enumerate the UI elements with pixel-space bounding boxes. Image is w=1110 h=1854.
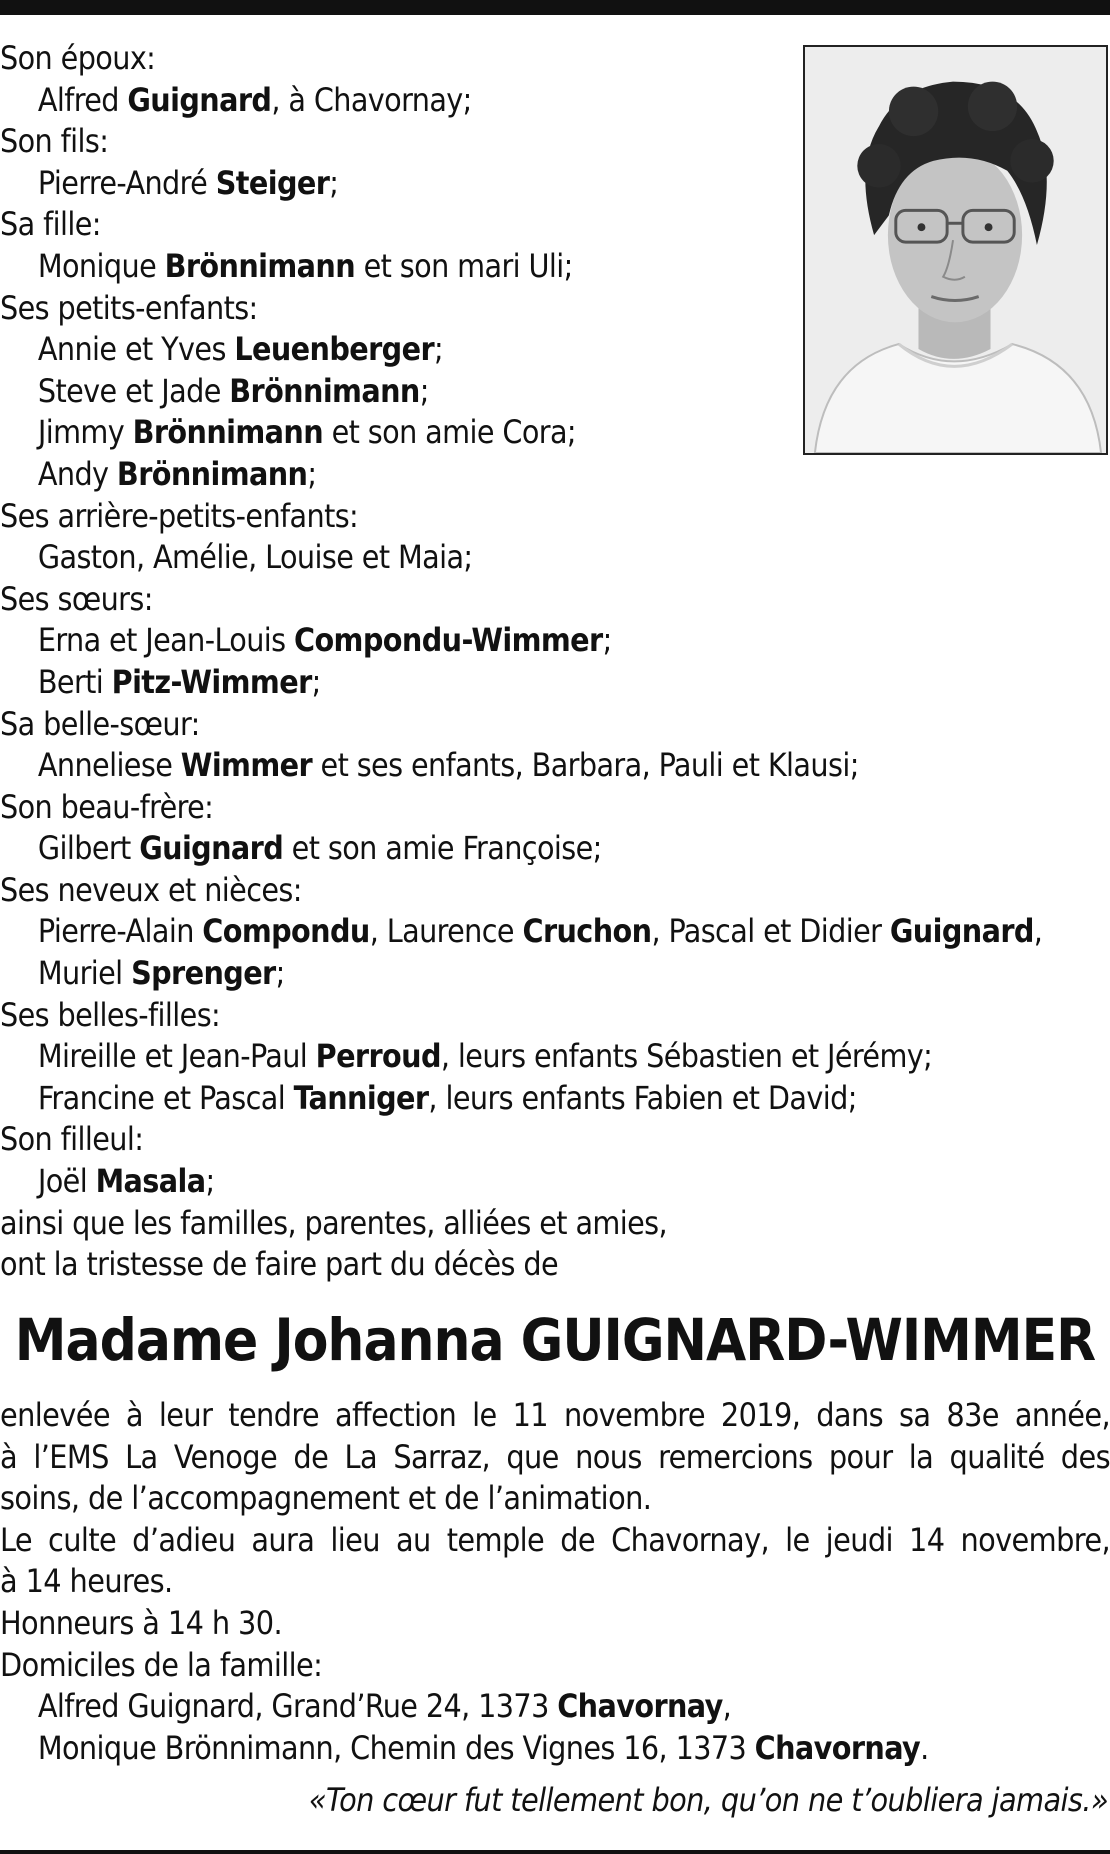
text-fragment: ; bbox=[307, 454, 317, 493]
ceremony-time: à 14 heures. bbox=[0, 1562, 173, 1601]
text-fragment: . bbox=[920, 1728, 929, 1767]
relation-label bbox=[0, 1203, 1106, 1245]
relation-label bbox=[0, 704, 1106, 746]
text-fragment: Jimmy bbox=[37, 413, 133, 452]
locality: Chavornay bbox=[754, 1728, 921, 1767]
surname: Brönnimann bbox=[116, 454, 308, 493]
text-fragment: Anneliese bbox=[37, 746, 181, 785]
announcement-body bbox=[0, 1395, 1110, 1769]
honours-time: Honneurs à 14 h 30. bbox=[0, 1603, 283, 1642]
closing-quote: «Ton cœur fut tellement bon, qu’on ne t’oubliera jamais.» bbox=[308, 1781, 1108, 1819]
text-fragment: , Pascal et Didier bbox=[651, 912, 890, 951]
text-fragment: Berti bbox=[37, 662, 112, 701]
text-fragment: ; bbox=[311, 662, 321, 701]
text-fragment: et son amie Françoise; bbox=[283, 829, 602, 868]
domicile-entry bbox=[0, 1686, 1106, 1728]
text-fragment: , à Chavornay; bbox=[271, 80, 472, 119]
portrait-photo bbox=[803, 45, 1108, 455]
family-entry bbox=[0, 1161, 1106, 1203]
relation-label bbox=[0, 995, 1106, 1037]
bottom-rule bbox=[0, 1850, 1110, 1854]
relation-label bbox=[0, 787, 1106, 829]
text-fragment: et son mari Uli; bbox=[355, 246, 573, 285]
announcement-line: à l’EMS La Venoge de La Sarraz, que nous remercions pour la qualité des bbox=[0, 1437, 1110, 1476]
text-fragment: Monique bbox=[37, 246, 165, 285]
text-fragment: Pierre-André bbox=[37, 163, 216, 202]
domicile-entry bbox=[0, 1728, 1106, 1770]
text-fragment: ; bbox=[419, 371, 429, 410]
relation-label bbox=[0, 579, 1106, 621]
surname: Guignard bbox=[889, 912, 1034, 951]
family-entry bbox=[0, 454, 1106, 496]
surname: Pitz-Wimmer bbox=[111, 662, 312, 701]
family-entry bbox=[0, 537, 1106, 579]
surname: Brönnimann bbox=[229, 371, 420, 410]
text-fragment: , bbox=[722, 1687, 732, 1726]
family-entry bbox=[0, 953, 1106, 995]
surname: Steiger bbox=[215, 163, 330, 202]
family-entry bbox=[0, 745, 1106, 787]
text-fragment: ; bbox=[602, 621, 612, 660]
deceased-name: Madame Johanna GUIGNARD-WIMMER bbox=[14, 1306, 1096, 1374]
domiciles-label: Domiciles de la famille: bbox=[0, 1645, 323, 1684]
text-fragment: Ses neveux et nièces: bbox=[0, 870, 302, 909]
text-fragment: Joël bbox=[37, 1162, 96, 1201]
text-fragment: ainsi que les familles, parentes, alliées et amies, bbox=[0, 1203, 668, 1242]
announcement-line: enlevée à leur tendre affection le 11 novembre 2019, dans sa 83e année, bbox=[0, 1396, 1110, 1434]
text-fragment: Sa fille: bbox=[0, 205, 101, 244]
text-fragment: Andy bbox=[37, 454, 117, 493]
surname: Compondu bbox=[202, 912, 370, 951]
text-fragment: Erna et Jean-Louis bbox=[37, 621, 295, 660]
text-fragment: Son époux: bbox=[0, 39, 156, 77]
text-fragment: et ses enfants, Barbara, Pauli et Klausi; bbox=[312, 746, 859, 785]
surname: Leuenberger bbox=[234, 330, 435, 369]
surname: Guignard bbox=[139, 829, 284, 868]
text-fragment: Alfred bbox=[37, 80, 128, 119]
family-entry bbox=[0, 620, 1106, 662]
text-fragment: ; bbox=[275, 954, 285, 993]
relation-label bbox=[0, 870, 1106, 912]
text-fragment: Ses sœurs: bbox=[0, 579, 153, 618]
family-entry bbox=[0, 662, 1106, 704]
family-entry bbox=[0, 1036, 1106, 1078]
surname: Perroud bbox=[315, 1037, 441, 1076]
text-fragment: ; bbox=[329, 163, 339, 202]
surname: Sprenger bbox=[131, 954, 276, 993]
announcement-line: soins, de l’accompagnement et de l’animation. bbox=[0, 1479, 652, 1518]
surname: Masala bbox=[95, 1162, 206, 1201]
surname: Compondu-Wimmer bbox=[294, 621, 603, 660]
text-fragment: Pierre-Alain bbox=[37, 912, 203, 951]
locality: Chavornay bbox=[557, 1687, 723, 1726]
top-rule bbox=[0, 0, 1110, 15]
text-fragment: Annie et Yves bbox=[37, 330, 235, 369]
surname: Wimmer bbox=[180, 746, 313, 785]
text-fragment: ; bbox=[205, 1162, 215, 1201]
surname: Guignard bbox=[127, 80, 272, 119]
text-fragment: et son amie Cora; bbox=[323, 413, 576, 452]
relation-label bbox=[0, 1244, 1106, 1286]
family-entry bbox=[0, 1078, 1106, 1120]
text-fragment: Ses petits-enfants: bbox=[0, 288, 258, 327]
domiciles-list bbox=[0, 1686, 1110, 1769]
text-fragment: , leurs enfants Fabien et David; bbox=[428, 1078, 857, 1117]
family-entry bbox=[0, 828, 1106, 870]
text-fragment: Monique Brönnimann, Chemin des Vignes 16, 1373 bbox=[37, 1728, 755, 1767]
relation-label bbox=[0, 496, 1106, 538]
text-fragment: Son fils: bbox=[0, 122, 109, 161]
surname: Brönnimann bbox=[164, 246, 356, 285]
surname: Brönnimann bbox=[132, 413, 324, 452]
surname: Tanniger bbox=[293, 1078, 429, 1117]
text-fragment: Muriel bbox=[37, 954, 132, 993]
text-fragment: Sa belle-sœur: bbox=[0, 704, 200, 743]
text-fragment: Son filleul: bbox=[0, 1120, 144, 1159]
ceremony-line: Le culte d’adieu aura lieu au temple de Chavornay, le jeudi 14 novembre, bbox=[0, 1520, 1110, 1559]
surname: Cruchon bbox=[522, 912, 652, 951]
text-fragment: ; bbox=[434, 330, 444, 369]
text-fragment: , Laurence bbox=[369, 912, 523, 951]
text-fragment: Alfred Guignard, Grand’Rue 24, 1373 bbox=[37, 1687, 558, 1726]
text-fragment: Francine et Pascal bbox=[37, 1078, 294, 1117]
text-fragment: Son beau-frère: bbox=[0, 787, 214, 826]
text-fragment: Mireille et Jean-Paul bbox=[37, 1037, 316, 1076]
text-fragment: Ses arrière-petits-enfants: bbox=[0, 496, 359, 535]
text-fragment: ont la tristesse de faire part du décès de bbox=[0, 1245, 559, 1284]
text-fragment: , leurs enfants Sébastien et Jérémy; bbox=[440, 1037, 933, 1076]
text-fragment: Gaston, Amélie, Louise et Maia; bbox=[37, 538, 473, 577]
text-fragment: Ses belles-filles: bbox=[0, 995, 221, 1034]
text-fragment: , bbox=[1033, 912, 1043, 951]
text-fragment: Steve et Jade bbox=[37, 371, 230, 410]
family-entry bbox=[0, 911, 1106, 953]
relation-label bbox=[0, 1119, 1106, 1161]
text-fragment: Gilbert bbox=[37, 829, 140, 868]
